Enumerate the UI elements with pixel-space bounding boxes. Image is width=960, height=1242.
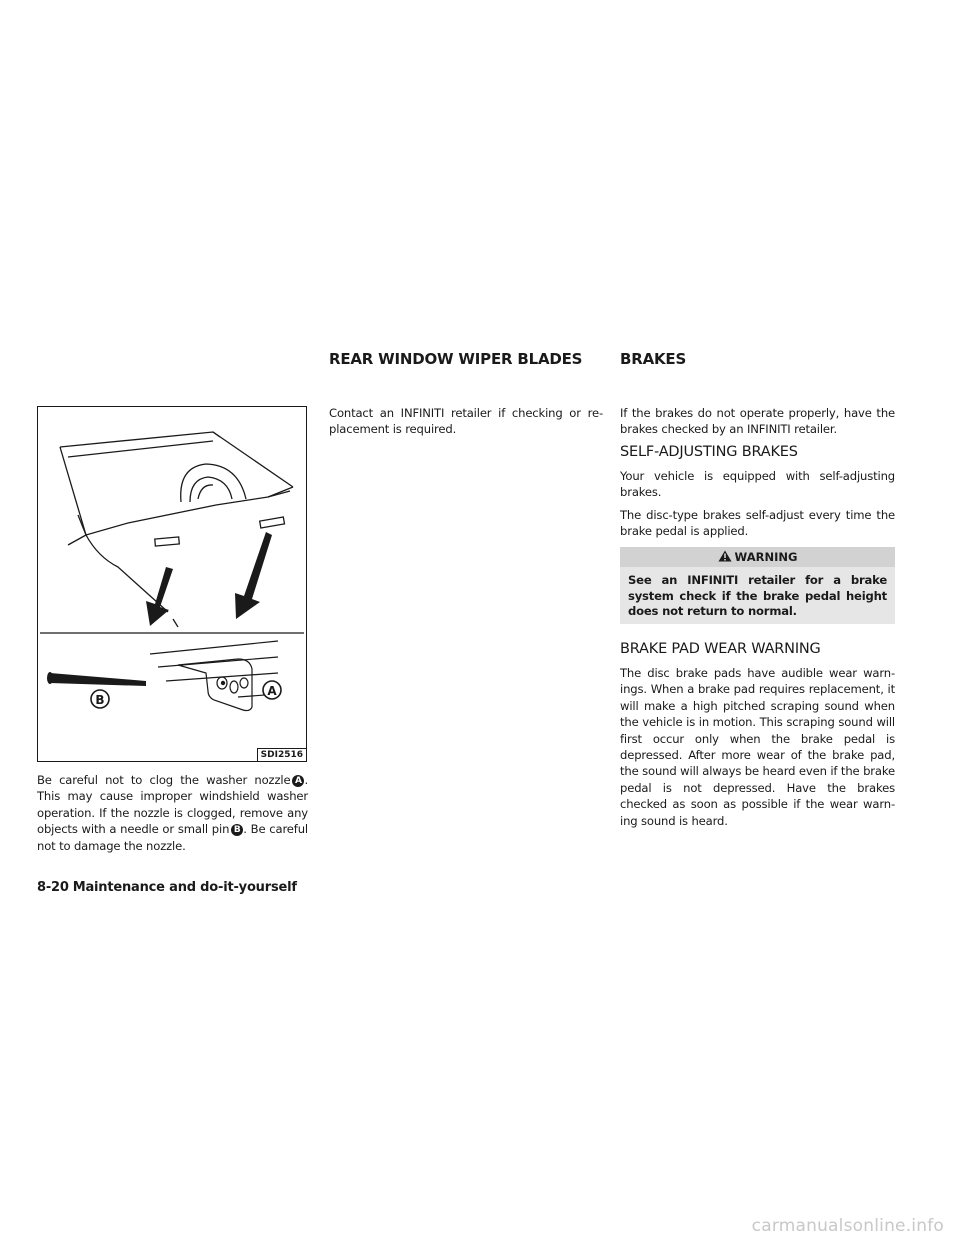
self-adjusting-title: SELF-ADJUSTING BRAKES xyxy=(620,444,798,460)
self-adjusting-p1: Your vehicle is equipped with self-adjusting brakes. xyxy=(620,469,895,500)
warning-text: See an INFINITI retailer for a brake system check if the brake pedal height does not return to normal. xyxy=(628,573,887,619)
warning-box xyxy=(620,547,895,624)
nozzle-pin-icon xyxy=(50,673,146,686)
left-paragraph xyxy=(37,772,308,854)
left-p-part2: . This may cause improper windshield washer operation. If the nozzle is clogged, remove any objects with a needle or small pin xyxy=(37,773,308,837)
marker-b-icon: B xyxy=(231,824,243,836)
pad-wear-title: BRAKE PAD WEAR WARNING xyxy=(620,641,821,657)
warning-triangle-icon xyxy=(718,550,732,562)
page-footer xyxy=(37,880,297,895)
section-header-rear-wiper: REAR WINDOW WIPER BLADES xyxy=(329,350,583,368)
rear-window-illustration xyxy=(38,407,306,761)
left-p-part1: Be careful not to clog the washer nozzle xyxy=(37,773,291,787)
pad-wear-p1: The disc brake pads have audible wear warn-ings. When a brake pad requires replacement, it will make a high pitched scraping sound when the vehicle is in motion. This scraping sound will first occur only when the brake pedal is depressed. After more wear of the brake pad, the sound will always be heard even if the brake pedal is not depressed. Have the brakes checked as soon as possible if the wear warn-ing sound is heard. xyxy=(620,666,895,828)
brakes-intro: If the brakes do not operate properly, have the brakes checked by an INFINITI retailer. xyxy=(620,406,895,437)
left-p-part3: . Be careful not to damage the nozzle. xyxy=(37,822,308,853)
middle-paragraph: Contact an INFINITI retailer if checking or re-placement is required. xyxy=(329,406,603,437)
washer-nozzle-figure xyxy=(37,406,307,762)
section-header-brakes: BRAKES xyxy=(620,350,687,368)
figure-label-a: A xyxy=(267,684,277,698)
watermark: carmanualsonline.info xyxy=(751,1216,944,1236)
marker-a-icon: A xyxy=(292,775,304,787)
arrow-to-nozzle-a-icon xyxy=(235,532,272,619)
warning-title: WARNING xyxy=(734,550,798,564)
self-adjusting-p2: The disc-type brakes self-adjust every time the brake pedal is applied. xyxy=(620,508,895,539)
chapter-title: Maintenance and do-it-yourself xyxy=(72,880,297,895)
figure-code: SDI2516 xyxy=(257,748,306,761)
page-number: 8-20 xyxy=(37,880,69,895)
warning-header xyxy=(620,547,895,567)
figure-label-b: B xyxy=(95,693,105,707)
